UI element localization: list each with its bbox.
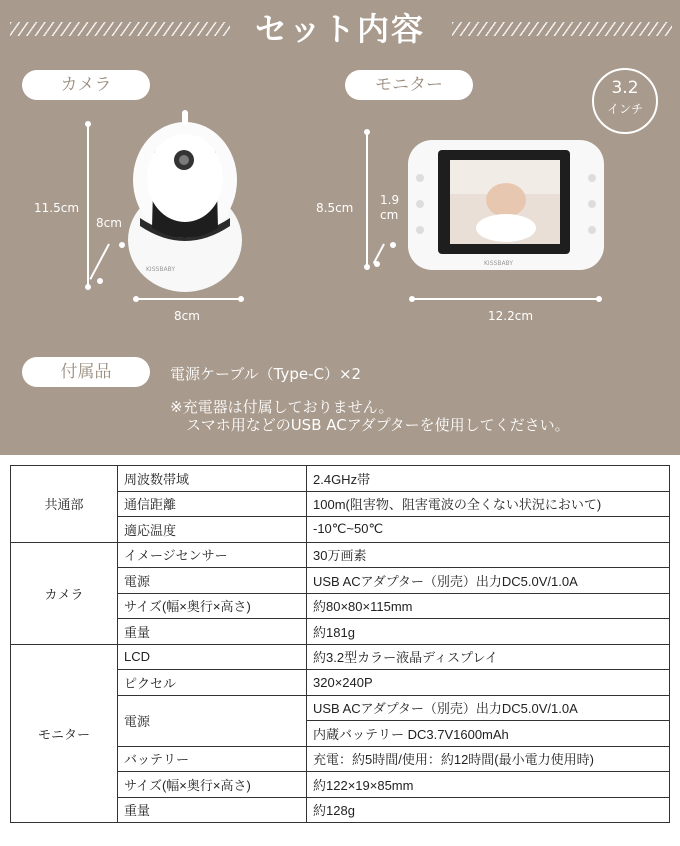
table-row — [11, 644, 670, 670]
spec-key: サイズ(幅×奥行×高さ) — [118, 593, 307, 619]
spec-key: 電源 — [118, 695, 307, 746]
spec-value: 内蔵バッテリー DC3.7V1600mAh — [307, 721, 670, 747]
monitor-brand: KISSBABY — [484, 260, 513, 267]
monitor-depth-dot-top — [390, 242, 396, 248]
monitor-label: モニター — [345, 70, 473, 100]
monitor-width-line — [412, 298, 598, 300]
monitor-depth-dot-bottom — [374, 261, 380, 267]
monitor-depth-value: 1.9 cm — [380, 193, 400, 222]
accessory-label: 付属品 — [22, 357, 150, 387]
screen-size-badge — [592, 68, 658, 134]
camera-label: カメラ — [22, 70, 150, 100]
spec-category-common: 共通部 — [11, 466, 118, 543]
spec-key: 重量 — [118, 797, 307, 823]
camera-depth-dot-bottom — [97, 278, 103, 284]
spec-key: LCD — [118, 644, 307, 670]
spec-value: 100m(阻害物、阻害電波の全くない状況において) — [307, 491, 670, 517]
spec-value: 充電：約5時間/使用：約12時間(最小電力使用時) — [307, 746, 670, 772]
spec-key: 通信距離 — [118, 491, 307, 517]
spec-value: USB ACアダプター（別売）出力DC5.0V/1.0A — [307, 568, 670, 594]
camera-brand: KISSBABY — [146, 266, 175, 273]
table-row — [11, 542, 670, 568]
spec-key: バッテリー — [118, 746, 307, 772]
accessory-note-1: ※充電器は付属しておりません。 — [170, 398, 394, 416]
spec-table — [10, 465, 670, 823]
spec-key: 周波数帯域 — [118, 466, 307, 492]
spec-value: 2.4GHz帯 — [307, 466, 670, 492]
monitor-width-value: 12.2cm — [488, 309, 534, 323]
spec-value: USB ACアダプター（別売）出力DC5.0V/1.0A — [307, 695, 670, 721]
camera-width-value: 8cm — [174, 309, 200, 323]
spec-value: 約181g — [307, 619, 670, 645]
camera-height-line — [87, 124, 89, 286]
camera-height-dot-bottom — [85, 284, 91, 290]
table-row — [11, 466, 670, 492]
screen-size-unit: インチ — [606, 102, 643, 116]
spec-value: 約3.2型カラー液晶ディスプレイ — [307, 644, 670, 670]
spec-key: 電源 — [118, 568, 307, 594]
spec-value: 約122×19×85mm — [307, 772, 670, 798]
spec-value: -10℃~50℃ — [307, 517, 670, 543]
accessory-item: 電源ケーブル（Type-C）×2 — [170, 365, 362, 383]
spec-category-camera: カメラ — [11, 542, 118, 644]
camera-height-value: 11.5cm — [34, 201, 80, 215]
camera-width-line — [136, 298, 240, 300]
monitor-illustration — [406, 138, 606, 272]
monitor-height-value: 8.5cm — [316, 201, 354, 215]
monitor-width-dot-right — [596, 296, 602, 302]
spec-value: 約80×80×115mm — [307, 593, 670, 619]
camera-depth-value: 8cm — [96, 216, 122, 230]
accessory-note-2: スマホ用などのUSB ACアダプターを使用してください。 — [186, 416, 570, 434]
monitor-height-dot-bottom — [364, 264, 370, 270]
spec-key: イメージセンサー — [118, 542, 307, 568]
monitor-height-line — [366, 132, 368, 266]
spec-category-monitor: モニター — [11, 644, 118, 823]
spec-key: 重量 — [118, 619, 307, 645]
spec-key: サイズ(幅×奥行×高さ) — [118, 772, 307, 798]
camera-depth-line — [89, 244, 110, 280]
page-title: セット内容 — [254, 10, 425, 48]
spec-key: ピクセル — [118, 670, 307, 696]
camera-width-dot-right — [238, 296, 244, 302]
spec-value: 30万画素 — [307, 542, 670, 568]
spec-value: 約128g — [307, 797, 670, 823]
camera-illustration — [118, 108, 248, 298]
camera-depth-dot-top — [119, 242, 125, 248]
spec-key: 適応温度 — [118, 517, 307, 543]
screen-size-number: 3.2 — [611, 78, 639, 98]
spec-value: 320×240P — [307, 670, 670, 696]
